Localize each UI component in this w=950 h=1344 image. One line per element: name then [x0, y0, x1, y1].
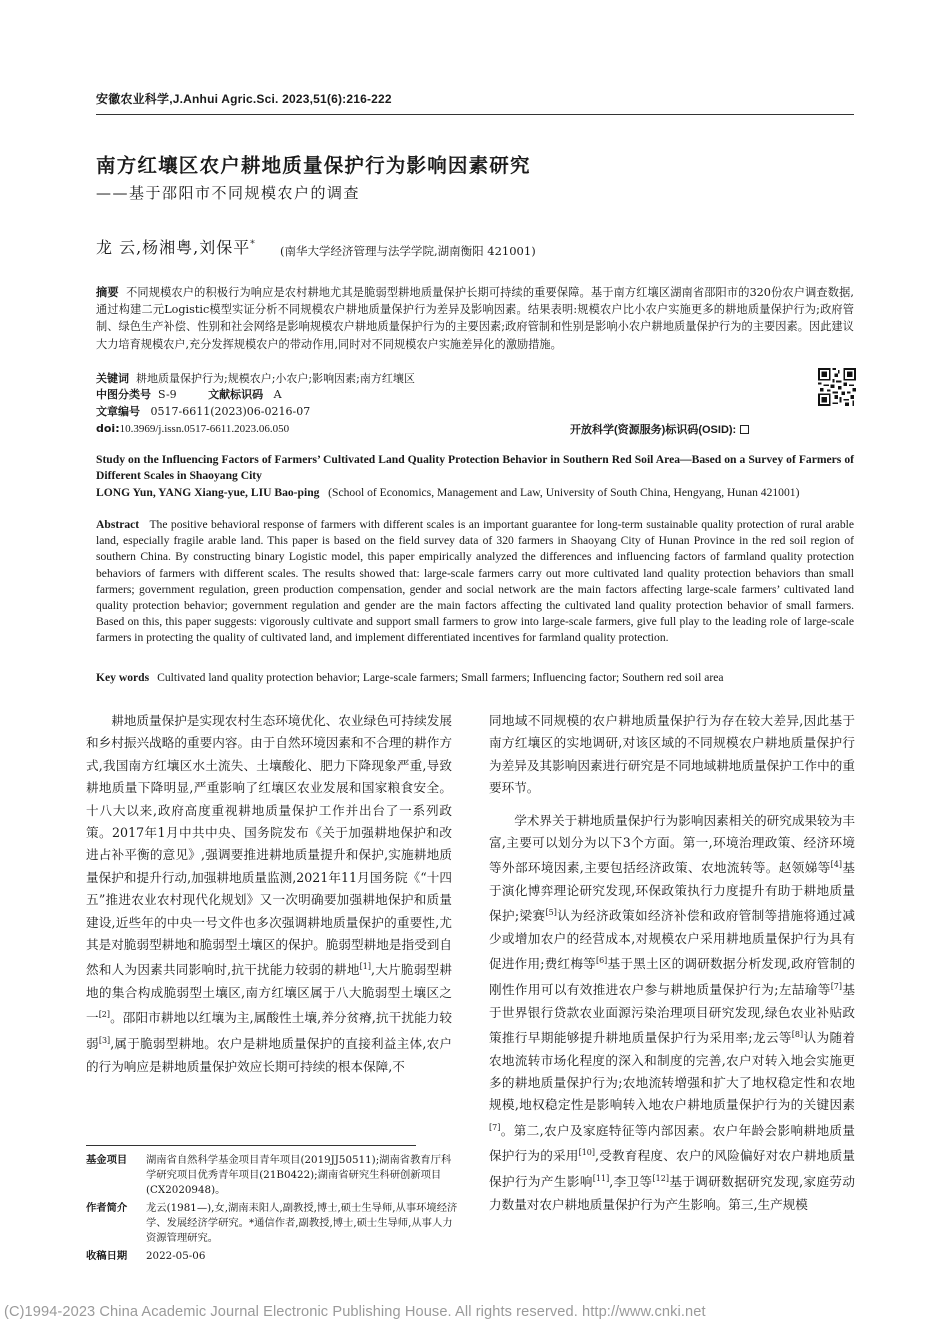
- abstract-cn-label: 摘要: [96, 286, 119, 299]
- abstract-cn: [96, 284, 854, 353]
- abstract-en-label: Abstract: [96, 518, 140, 531]
- fund-text: 湖南省自然科学基金项目青年项目(2019JJ50511);湖南省教育厅科学研究项目优秀青年项目(21B0422);湖南省研究生科研创新项目(CX2020948)。: [146, 1154, 452, 1197]
- classification-line: [96, 386, 282, 403]
- author-intro-text: 龙云(1981—),女,湖南耒阳人,副教授,博士,硕士生导师,从事环境经济学、发展经济学研究。*通信作者,副教授,博士,硕士生导师,从事人力资源管理研究。: [146, 1202, 458, 1245]
- footnote-received: [86, 1249, 461, 1264]
- received-label: 收稿日期: [86, 1250, 128, 1262]
- citation-ref[interactable]: [3]: [98, 1036, 111, 1046]
- received-date: 2022-05-06: [146, 1250, 206, 1262]
- author-names-en: LONG Yun, YANG Xiang-yue, LIU Bao-ping: [96, 486, 320, 499]
- abstract-en-text: The positive behavioral response of farmers with different scales is an important guarantee for long-term sustainable quality protection of rural arable land, especially fragile arable land. This paper is based on the field survey data of 320 farmers in Shaoyang City of Hunan Province in the red soil region of southern China. By constructing binary Logistic model, this paper empirically analyzed the differences and influencing factors of farmland quality protection behaviors of farmers with different scales. The results showed that: large-scale farmers carry out more cultivated land quality protection behaviors than small farmers; government regulation, green production compensation, gender and social network are the main factors affecting large-scale farmers’ cultivated land quality protection behavior; government regulation and gender are the main factors affecting the cultivated land quality protection behavior of small farmers. Based on this, this paper suggests: vigorously cultivate and support small farmers to grow into large-scale farmers, give full play to the leading role of large-scale farmers in protecting the quality of cultivated land, and implement differentiated incentives for farmland quality protection.: [96, 518, 854, 645]
- corresponding-mark: *: [250, 239, 256, 250]
- copyright-footer: (C)1994-2023 China Academic Journal Electronic Publishing House. All rights reserved. http://www.cnki.net: [4, 1304, 706, 1320]
- qr-code-icon[interactable]: [818, 368, 856, 406]
- citation-ref[interactable]: [10]: [578, 1148, 596, 1158]
- paper-subtitle-cn: ——基于邵阳市不同规模农户的调查: [96, 184, 361, 202]
- citation-ref[interactable]: [7]: [489, 1122, 501, 1132]
- affiliation-cn: (南华大学经济管理与法学学院,湖南衡阳 421001): [280, 244, 536, 258]
- keywords-en: [96, 670, 854, 686]
- doi-label: doi:: [96, 422, 120, 435]
- keywords-en-label: Key words: [96, 671, 150, 684]
- citation-ref[interactable]: [4]: [830, 860, 843, 870]
- header-rule: [96, 114, 854, 115]
- body-column-left: [86, 710, 452, 1078]
- body-paragraph: 学术界关于耕地质量保护行为影响因素相关的研究成果较为丰富,主要可以划分为以下3个方面。第一,环境治理政策、经济环境等外部环境因素,主要包括经济政策、农地流转等。赵领娣等[4]基于演化博弈理论研究发现,环保政策执行力度提升有助于耕地质量保护;梁赛[5]认为经济政策如经济补偿和政府管制等措施将通过减少或增加农户的经营成本,对规模农户采用耕地质量保护行为具有促进作用;费红梅等[6]基于黑土区的调研数据分析发现,政府管制的刚性作用可以有效推进农户参与耕地质量保护行为;左喆瑜等[7]基于世界银行贷款农业面源污染治理项目研究发现,绿色农业补贴政策推行早期能够提升耕地质量保护行为采用率;龙云等[8]认为随着农地流转市场化程度的深入和制度的完善,农户对转入地会实施更多的耕地质量保护行为;农地流转增强和扩大了地权稳定性和农地规模,地权稳定性是影响转入地农户耕地质量保护行为的关键因素[7]。第二,农户及家庭特征等内部因素。农户年龄会影响耕地质量保护行为的采用[10],受教育程度、农户的风险偏好对农户耕地质量保护行为产生影响[11],李卫等[12]基于调研数据研究发现,家庭劳动力数量对农户耕地质量保护行为产生影响。第三,生产规模: [489, 812, 856, 1212]
- keywords-cn-label: 关键词: [96, 372, 129, 385]
- body-column-right: [489, 710, 855, 1216]
- article-no-value: 0517-6611(2023)06-0216-07: [150, 405, 311, 418]
- citation-ref[interactable]: [1]: [359, 962, 371, 972]
- doi-line[interactable]: [96, 420, 289, 438]
- keywords-cn-text: 耕地质量保护行为;规模农户;小农户;影响因素;南方红壤区: [136, 372, 415, 385]
- footnote-author: [86, 1201, 461, 1247]
- clc-label: 中图分类号: [96, 388, 151, 401]
- authors-en: [96, 485, 854, 501]
- fund-label: 基金项目: [86, 1154, 128, 1166]
- paragraph-gap: [489, 800, 855, 810]
- citation-ref[interactable]: [11]: [592, 1174, 610, 1184]
- body-paragraph: 同地域不同规模的农户耕地质量保护行为存在较大差异,因此基于南方红壤区的实地调研,对该区域的不同规模农户耕地质量保护行为差异及其影响因素进行研究是不同地域耕地质量保护工作中的重要环节。: [489, 713, 855, 796]
- doi-value[interactable]: 10.3969/j.issn.0517-6611.2023.06.050: [119, 423, 290, 435]
- authors-cn: [96, 235, 256, 258]
- citation-ref[interactable]: [12]: [652, 1174, 669, 1184]
- osid-mark-icon: [740, 425, 749, 434]
- osid-text: 开放科学(资源服务)标识码(OSID):: [570, 424, 737, 436]
- paper-title-cn: 南方红壤区农户耕地质量保护行为影响因素研究: [96, 154, 531, 177]
- citation-ref[interactable]: [7]: [830, 982, 843, 992]
- running-head: 安徽农业科学,J.Anhui Agric.Sci. 2023,51(6):216-222: [96, 92, 392, 106]
- citation-ref[interactable]: [6]: [595, 956, 608, 966]
- keywords-cn: [96, 370, 415, 387]
- abstract-en: [96, 517, 854, 647]
- clc-value: S-9: [158, 388, 177, 401]
- abstract-cn-text: 不同规模农户的积极行为响应是农村耕地尤其是脆弱型耕地质量保护长期可持续的重要保障。基于南方红壤区湖南省邵阳市的320份农户调查数据,通过构建二元Logistic模型实证分析不同规模农户耕地质量保护行为差异及影响因素。结果表明:规模农户比小农户实施更多的耕地质量保护行为;政府管制、绿色生产补偿、性别和社会网络是影响规模农户耕地质量保护行为的主要因素;政府管制和性别是影响小农户耕地质量保护行为的主要因素。因此建议大力培育规模农户,充分发挥规模农户的带动作用,同时对不同规模农户实施差异化的激励措施。: [96, 286, 854, 351]
- footnote-rule: [86, 1145, 416, 1146]
- author-names-cn: 龙 云,杨湘粤,刘保平: [96, 238, 251, 257]
- author-intro-label: 作者简介: [86, 1202, 128, 1214]
- footnote-fund: [86, 1153, 461, 1199]
- doc-code-label: 文献标识码: [208, 388, 264, 401]
- article-number-line: [96, 403, 310, 420]
- citation-ref[interactable]: [2]: [98, 1010, 111, 1020]
- body-paragraph: 耕地质量保护是实现农村生态环境优化、农业绿色可持续发展和乡村振兴战略的重要内容。由于自然环境因素和不合理的耕作方式,我国南方红壤区水土流失、土壤酸化、肥力下降现象严重,导致耕地质量下降明显,严重影响了红壤区农业发展和国家粮食安全。十八大以来,政府高度重视耕地质量保护工作并出台了一系列政策。2017年1月中共中央、国务院发布《关于加强耕地保护和改进占补平衡的意见》,强调要推进耕地质量提升和保护,实施耕地质量保护和提升行动,加强耕地质量监测,2021年11月国务院《“十四五”推进农业农村现代化规划》又一次明确要加强耕地保护和质量建设,近些年的中央一号文件也多次强调耕地质量保护的重要性,尤其是对脆弱型耕地和脆弱型土壤区的保护。脆弱型耕地是指受到自然和人为因素共同影响时,抗干扰能力较弱的耕地[1],大片脆弱型耕地的集合构成脆弱型土壤区,南方红壤区属于八大脆弱型土壤区之一[2]。邵阳市耕地以红壤为主,属酸性土壤,养分贫瘠,抗干扰能力较弱[3],属于脆弱型耕地。农户是耕地质量保护的直接利益主体,农户的行为响应是耕地质量保护效应长期可持续的根本保障,不: [86, 713, 453, 1074]
- citation-ref[interactable]: [8]: [791, 1030, 804, 1040]
- doc-code-value: A: [273, 388, 282, 401]
- keywords-en-text: Cultivated land quality protection behavior; Large-scale farmers; Small farmers; Influencing factor; Southern red soil area: [157, 671, 724, 684]
- affiliation-en: (School of Economics, Management and Law, University of South China, Hengyang, Hunan 421001): [328, 486, 800, 499]
- citation-ref[interactable]: [5]: [545, 908, 557, 918]
- paper-title-en: Study on the Influencing Factors of Farmers’ Cultivated Land Quality Protection Behavior in Southern Red Soil Area—Based on a Survey of Farmers of Different Scales in Shaoyang City: [96, 453, 854, 483]
- article-no-label: 文章编号: [96, 405, 140, 418]
- osid-label: [570, 421, 749, 437]
